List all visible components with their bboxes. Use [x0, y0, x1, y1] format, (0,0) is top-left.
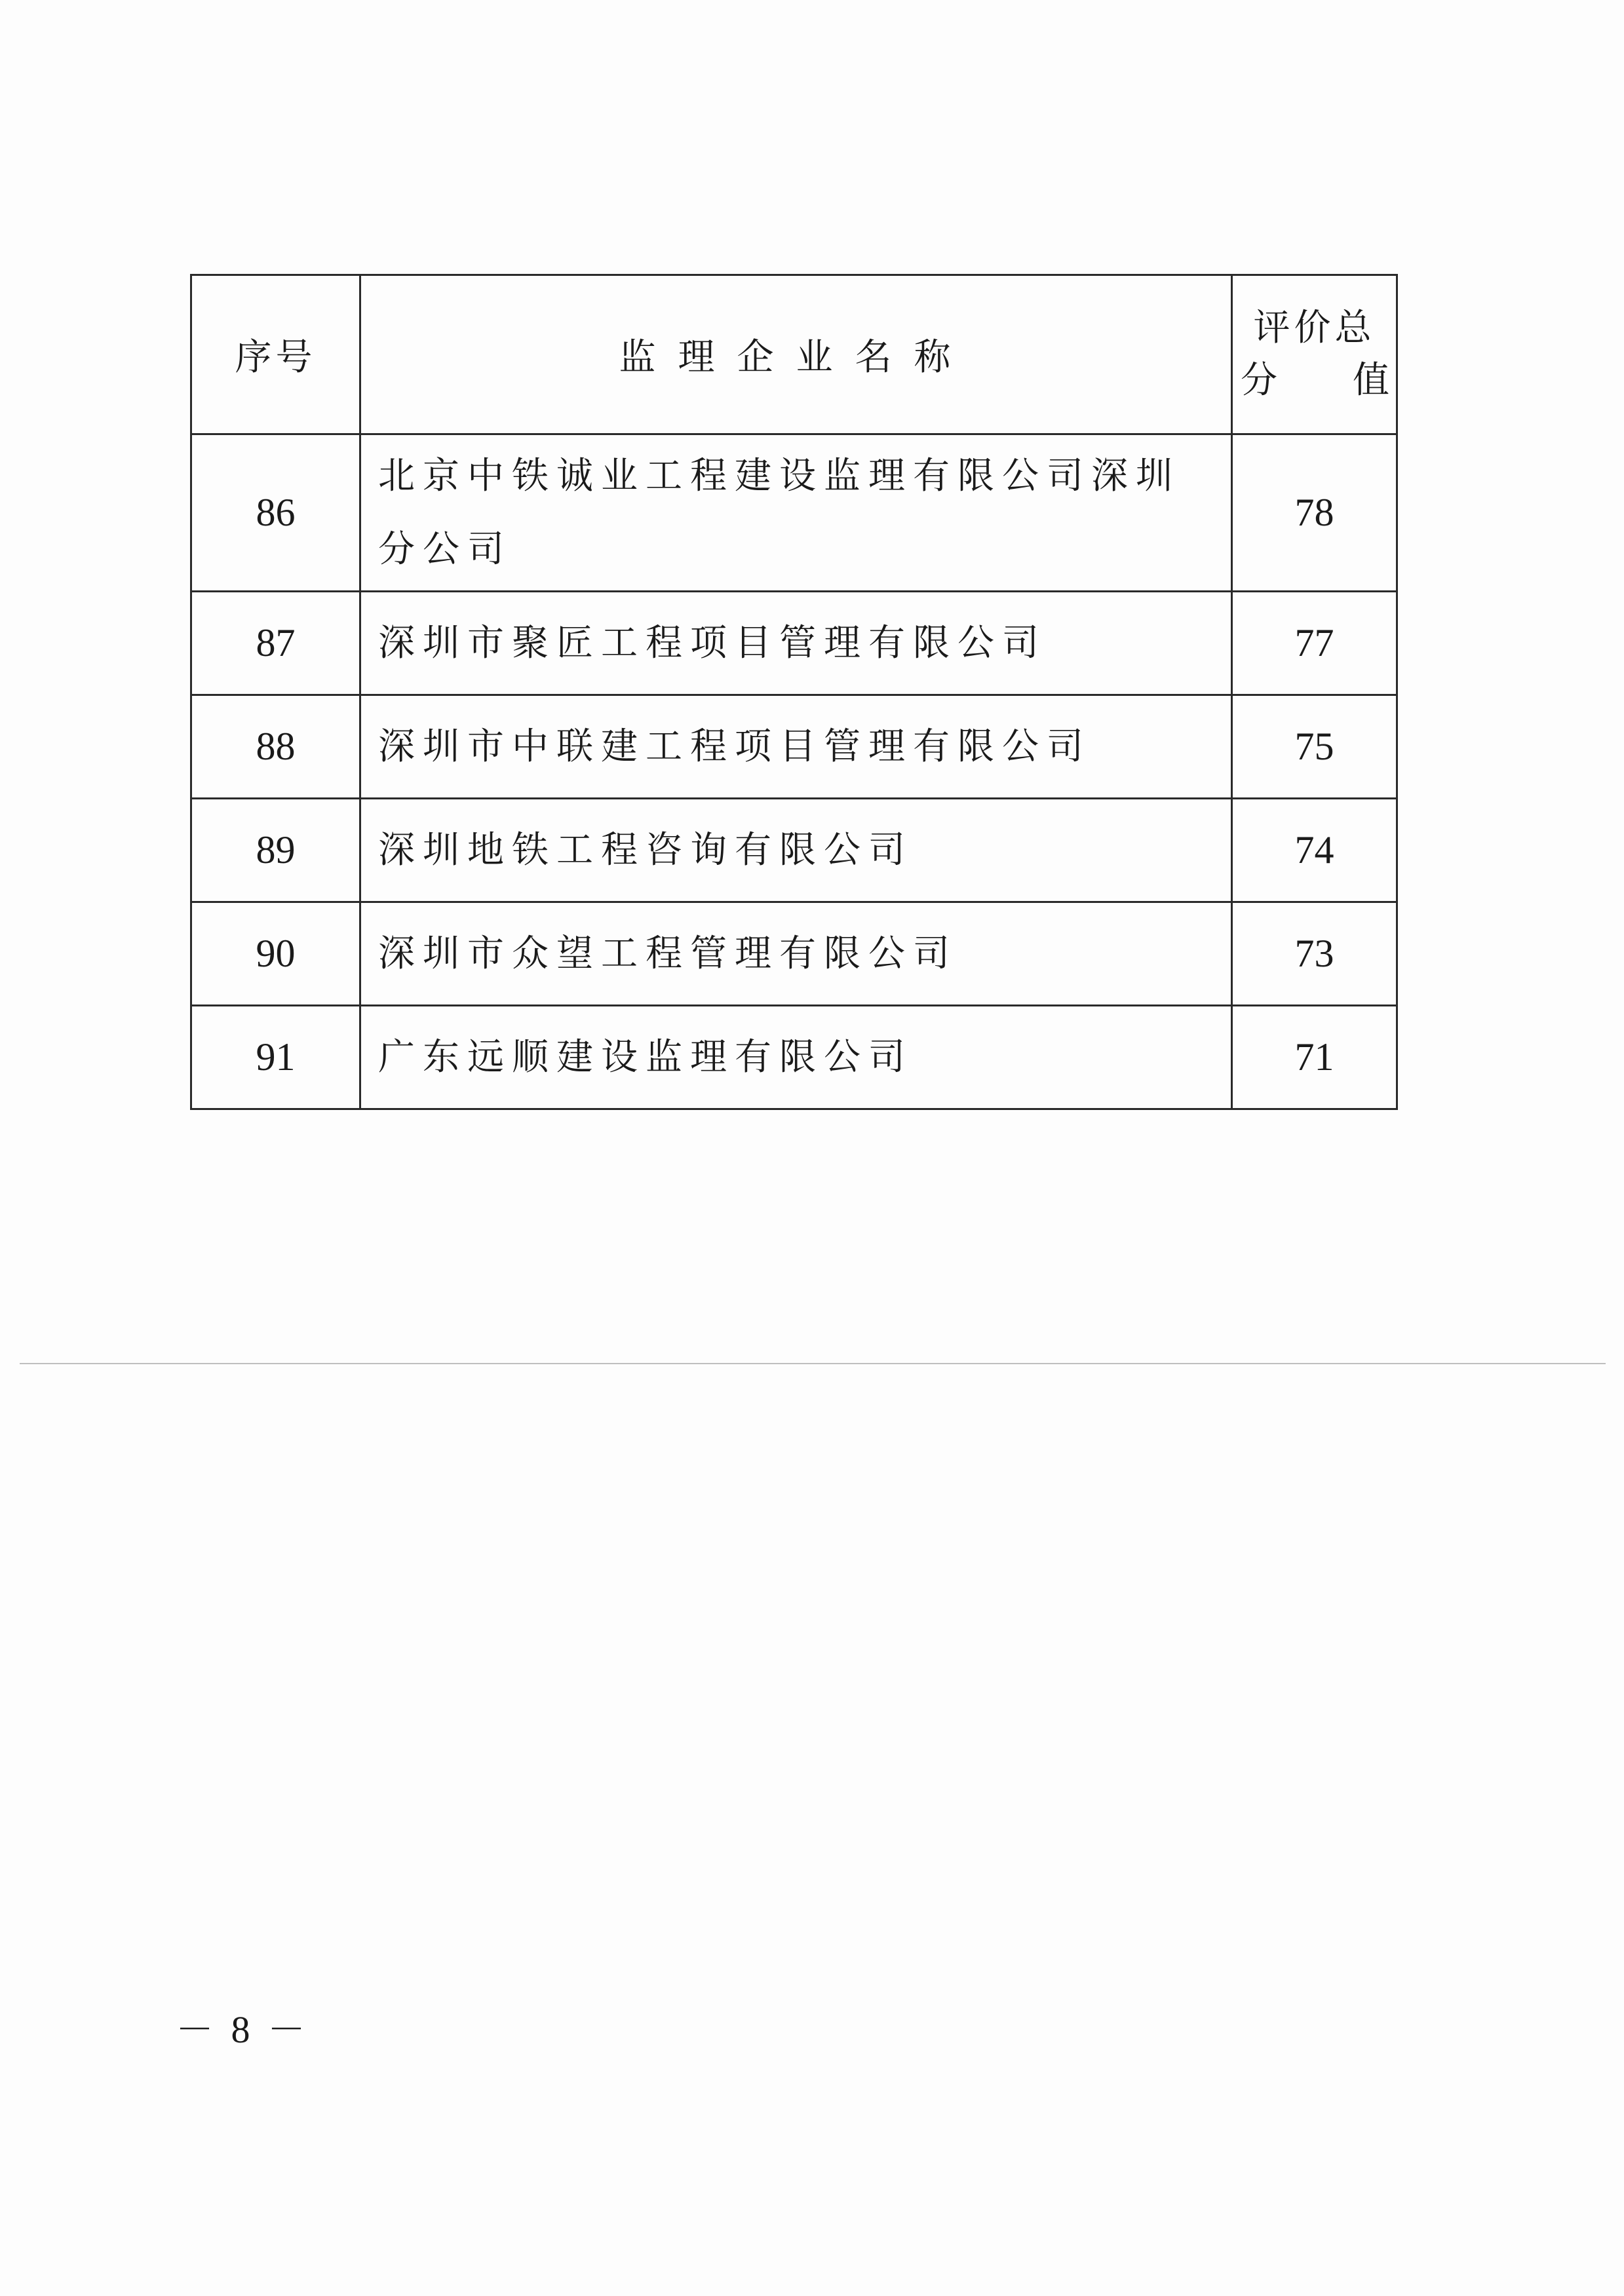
row-score: 75	[1232, 695, 1397, 799]
header-score-line1: 评价总	[1253, 307, 1376, 349]
header-score-line2-b: 值	[1353, 359, 1389, 402]
table-row	[191, 434, 1397, 592]
table-row	[191, 902, 1397, 1006]
supervision-enterprise-score-table	[190, 274, 1398, 1110]
header-score-line2	[1233, 354, 1396, 407]
page-number: － 8 －	[176, 2008, 310, 2051]
row-score: 77	[1232, 592, 1397, 695]
row-seq: 90	[191, 902, 360, 1006]
row-seq: 87	[191, 592, 360, 695]
row-seq: 88	[191, 695, 360, 799]
table-row	[191, 1006, 1397, 1109]
row-seq: 91	[191, 1006, 360, 1109]
header-total-score	[1232, 275, 1397, 434]
table-row	[191, 799, 1397, 902]
table-header-row	[191, 275, 1397, 434]
page-divider	[20, 1363, 1606, 1364]
row-enterprise-name: 深圳市众望工程管理有限公司	[360, 902, 1232, 1006]
row-score: 73	[1232, 902, 1397, 1006]
header-seq: 序号	[191, 275, 360, 434]
row-score: 78	[1232, 434, 1397, 592]
row-enterprise-name: 广东远顺建设监理有限公司	[360, 1006, 1232, 1109]
header-score-line2-a: 分	[1241, 359, 1277, 402]
header-enterprise-name: 监理企业名称	[360, 275, 1232, 434]
row-enterprise-name: 深圳市中联建工程项目管理有限公司	[360, 695, 1232, 799]
row-enterprise-name: 深圳地铁工程咨询有限公司	[360, 799, 1232, 902]
row-enterprise-name: 北京中铁诚业工程建设监理有限公司深圳分公司	[360, 434, 1232, 592]
table-row	[191, 592, 1397, 695]
row-seq: 86	[191, 434, 360, 592]
row-enterprise-name: 深圳市聚匠工程项目管理有限公司	[360, 592, 1232, 695]
row-seq: 89	[191, 799, 360, 902]
row-score: 74	[1232, 799, 1397, 902]
table-row	[191, 695, 1397, 799]
row-score: 71	[1232, 1006, 1397, 1109]
